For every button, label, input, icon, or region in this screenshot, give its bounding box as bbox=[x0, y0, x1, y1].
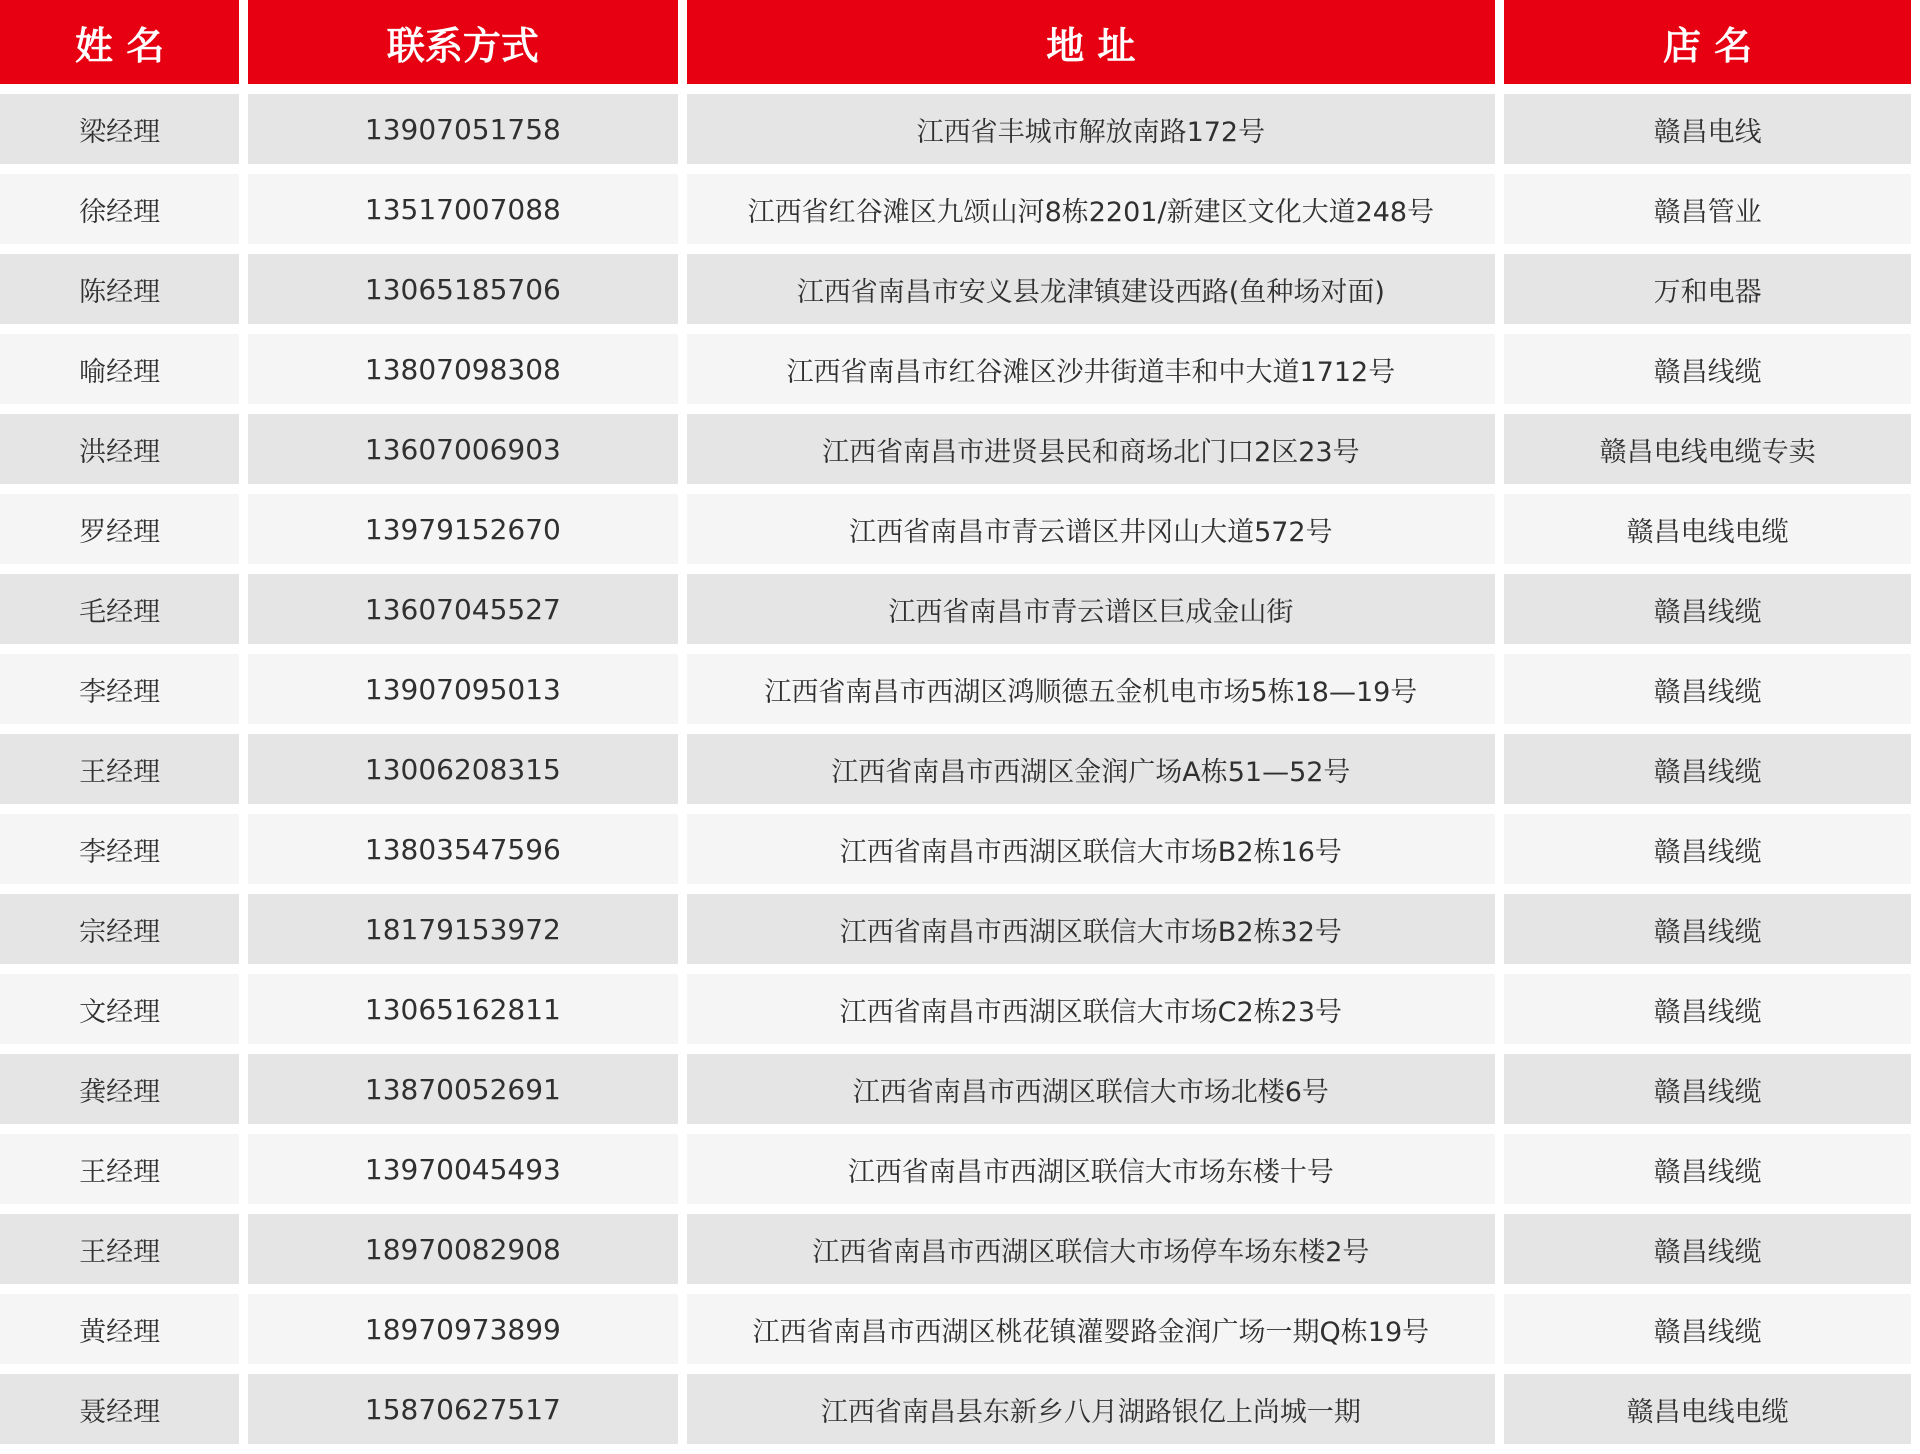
cell-name: 聂经理 bbox=[0, 1374, 239, 1444]
cell-address: 江西省南昌市红谷滩区沙井街道丰和中大道1712号 bbox=[687, 334, 1496, 404]
cell-phone: 13607045527 bbox=[248, 574, 677, 644]
table-row bbox=[0, 334, 1911, 404]
cell-phone: 13803547596 bbox=[248, 814, 677, 884]
cell-name: 李经理 bbox=[0, 814, 239, 884]
cell-phone: 13607006903 bbox=[248, 414, 677, 484]
cell-address: 江西省南昌市安义县龙津镇建设西路(鱼种场对面) bbox=[687, 254, 1496, 324]
cell-phone: 13979152670 bbox=[248, 494, 677, 564]
header-shop: 店 名 bbox=[1504, 0, 1911, 84]
cell-phone: 13870052691 bbox=[248, 1054, 677, 1124]
table-body bbox=[0, 94, 1911, 1444]
cell-shop: 赣昌线缆 bbox=[1504, 894, 1911, 964]
cell-shop: 赣昌管业 bbox=[1504, 174, 1911, 244]
cell-phone: 13006208315 bbox=[248, 734, 677, 804]
cell-phone: 18179153972 bbox=[248, 894, 677, 964]
table-header-row bbox=[0, 0, 1911, 84]
cell-address: 江西省南昌市西湖区联信大市场东楼十号 bbox=[687, 1134, 1496, 1204]
cell-phone: 13907051758 bbox=[248, 94, 677, 164]
cell-name: 喻经理 bbox=[0, 334, 239, 404]
cell-name: 龚经理 bbox=[0, 1054, 239, 1124]
cell-address: 江西省南昌市西湖区联信大市场北楼6号 bbox=[687, 1054, 1496, 1124]
cell-shop: 赣昌电线电缆专卖 bbox=[1504, 414, 1911, 484]
cell-phone: 18970973899 bbox=[248, 1294, 677, 1364]
cell-shop: 赣昌线缆 bbox=[1504, 1294, 1911, 1364]
cell-name: 黄经理 bbox=[0, 1294, 239, 1364]
cell-name: 毛经理 bbox=[0, 574, 239, 644]
cell-shop: 赣昌电线 bbox=[1504, 94, 1911, 164]
cell-address: 江西省红谷滩区九颂山河8栋2201/新建区文化大道248号 bbox=[687, 174, 1496, 244]
table-row bbox=[0, 574, 1911, 644]
cell-name: 梁经理 bbox=[0, 94, 239, 164]
table-row bbox=[0, 494, 1911, 564]
cell-phone: 13807098308 bbox=[248, 334, 677, 404]
cell-address: 江西省南昌市西湖区鸿顺德五金机电市场5栋18—19号 bbox=[687, 654, 1496, 724]
cell-name: 罗经理 bbox=[0, 494, 239, 564]
cell-shop: 赣昌线缆 bbox=[1504, 574, 1911, 644]
cell-phone: 13065185706 bbox=[248, 254, 677, 324]
cell-address: 江西省南昌市西湖区桃花镇灌婴路金润广场一期Q栋19号 bbox=[687, 1294, 1496, 1364]
cell-name: 王经理 bbox=[0, 734, 239, 804]
header-name: 姓 名 bbox=[0, 0, 239, 84]
table-row bbox=[0, 1054, 1911, 1124]
table-row bbox=[0, 1374, 1911, 1444]
table-row bbox=[0, 894, 1911, 964]
cell-shop: 赣昌线缆 bbox=[1504, 1214, 1911, 1284]
cell-address: 江西省丰城市解放南路172号 bbox=[687, 94, 1496, 164]
cell-shop: 赣昌线缆 bbox=[1504, 814, 1911, 884]
table-row bbox=[0, 414, 1911, 484]
cell-address: 江西省南昌市西湖区联信大市场B2栋32号 bbox=[687, 894, 1496, 964]
table-row bbox=[0, 1214, 1911, 1284]
cell-address: 江西省南昌市西湖区联信大市场C2栋23号 bbox=[687, 974, 1496, 1044]
cell-phone: 13065162811 bbox=[248, 974, 677, 1044]
cell-phone: 18970082908 bbox=[248, 1214, 677, 1284]
table-row bbox=[0, 734, 1911, 804]
cell-name: 王经理 bbox=[0, 1214, 239, 1284]
cell-phone: 15870627517 bbox=[248, 1374, 677, 1444]
cell-name: 王经理 bbox=[0, 1134, 239, 1204]
cell-address: 江西省南昌县东新乡八月湖路银亿上尚城一期 bbox=[687, 1374, 1496, 1444]
cell-name: 徐经理 bbox=[0, 174, 239, 244]
table-row bbox=[0, 174, 1911, 244]
cell-address: 江西省南昌市西湖区联信大市场停车场东楼2号 bbox=[687, 1214, 1496, 1284]
header-phone: 联系方式 bbox=[248, 0, 677, 84]
cell-name: 文经理 bbox=[0, 974, 239, 1044]
table-row bbox=[0, 974, 1911, 1044]
cell-shop: 赣昌线缆 bbox=[1504, 734, 1911, 804]
cell-name: 李经理 bbox=[0, 654, 239, 724]
table-row bbox=[0, 814, 1911, 884]
cell-address: 江西省南昌市进贤县民和商场北门口2区23号 bbox=[687, 414, 1496, 484]
cell-phone: 13970045493 bbox=[248, 1134, 677, 1204]
cell-name: 陈经理 bbox=[0, 254, 239, 324]
cell-shop: 赣昌电线电缆 bbox=[1504, 494, 1911, 564]
cell-shop: 赣昌线缆 bbox=[1504, 654, 1911, 724]
table-row bbox=[0, 94, 1911, 164]
cell-phone: 13907095013 bbox=[248, 654, 677, 724]
table-row bbox=[0, 254, 1911, 324]
cell-name: 洪经理 bbox=[0, 414, 239, 484]
cell-address: 江西省南昌市西湖区金润广场A栋51—52号 bbox=[687, 734, 1496, 804]
cell-shop: 赣昌线缆 bbox=[1504, 1134, 1911, 1204]
cell-shop: 赣昌线缆 bbox=[1504, 974, 1911, 1044]
cell-address: 江西省南昌市西湖区联信大市场B2栋16号 bbox=[687, 814, 1496, 884]
cell-shop: 赣昌线缆 bbox=[1504, 1054, 1911, 1124]
table-row bbox=[0, 1134, 1911, 1204]
table-row bbox=[0, 654, 1911, 724]
header-address: 地 址 bbox=[687, 0, 1496, 84]
cell-address: 江西省南昌市青云谱区井冈山大道572号 bbox=[687, 494, 1496, 564]
cell-shop: 赣昌线缆 bbox=[1504, 334, 1911, 404]
cell-phone: 13517007088 bbox=[248, 174, 677, 244]
cell-address: 江西省南昌市青云谱区巨成金山街 bbox=[687, 574, 1496, 644]
cell-name: 宗经理 bbox=[0, 894, 239, 964]
cell-shop: 万和电器 bbox=[1504, 254, 1911, 324]
table-row bbox=[0, 1294, 1911, 1364]
cell-shop: 赣昌电线电缆 bbox=[1504, 1374, 1911, 1444]
